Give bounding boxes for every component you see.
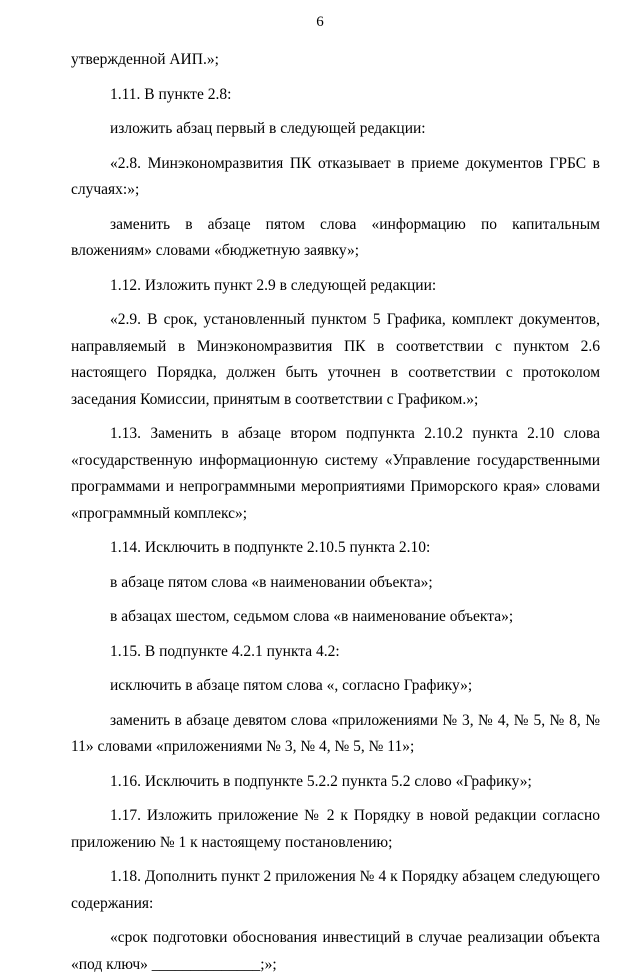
paragraph: 1.13. Заменить в абзаце втором подпункта 2.10.2 пункта 2.10 слова «государственную информационную систему «Управление государственными программами и непрограммными мероприятиями Приморского края» словами «программный комплекс»;: [71, 425, 604, 522]
paragraph: 1.17. Изложить приложение № 2 к Порядку в новой редакции согласно приложению № 1 к настоящему постановлению;: [71, 807, 604, 851]
paragraph: «срок подготовки обоснования инвестиций в случае реализации объекта «под ключ» ______________;»;: [71, 929, 604, 973]
document-body: [71, 47, 604, 978]
page-number: 6: [316, 14, 324, 30]
paragraph: в абзацах шестом, седьмом слова «в наименование объекта»;: [110, 608, 514, 625]
paragraph: 1.12. Изложить пункт 2.9 в следующей редакции:: [110, 276, 437, 294]
paragraph: исключить в абзаце пятом слова «, согласно Графику»;: [110, 677, 473, 694]
paragraph: «2.8. Минэкономразвития ПК отказывает в приеме документов ГРБС в случаях:»;: [71, 154, 604, 198]
paragraph: 1.18. Дополнить пункт 2 приложения № 4 к Порядку абзацем следующего содержания:: [71, 868, 604, 912]
paragraph: заменить в абзаце девятом слова «приложениями № 3, № 4, № 5, № 8, № 11» словами «приложениями № 3, № 4, № 5, № 11»;: [71, 711, 604, 755]
paragraph: 1.14. Исключить в подпункте 2.10.5 пункта 2.10:: [110, 539, 431, 556]
paragraph: 1.11. В пункте 2.8:: [110, 85, 232, 103]
paragraph: 1.16. Исключить в подпункте 5.2.2 пункта 5.2 слово «Графику»;: [110, 772, 532, 790]
paragraph: утвержденной АИП.»;: [71, 51, 219, 68]
paragraph: заменить в абзаце пятом слова «информацию по капитальным вложениям» словами «бюджетную заявку»;: [71, 215, 604, 259]
paragraph: изложить абзац первый в следующей редакции:: [110, 120, 426, 137]
paragraph: «2.9. В срок, установленный пунктом 5 Графика, комплект документов, направляемый в Минэкономразвития ПК в соответствии с пунктом 2.6 настоящего Порядка, должен быть уточнен в соответствии с протоколом заседания Комиссии, принятым в соответствии с Графиком.»;: [71, 311, 604, 408]
paragraph: 1.15. В подпункте 4.2.1 пункта 4.2:: [110, 642, 340, 660]
paragraph: в абзаце пятом слова «в наименовании объекта»;: [110, 573, 433, 591]
